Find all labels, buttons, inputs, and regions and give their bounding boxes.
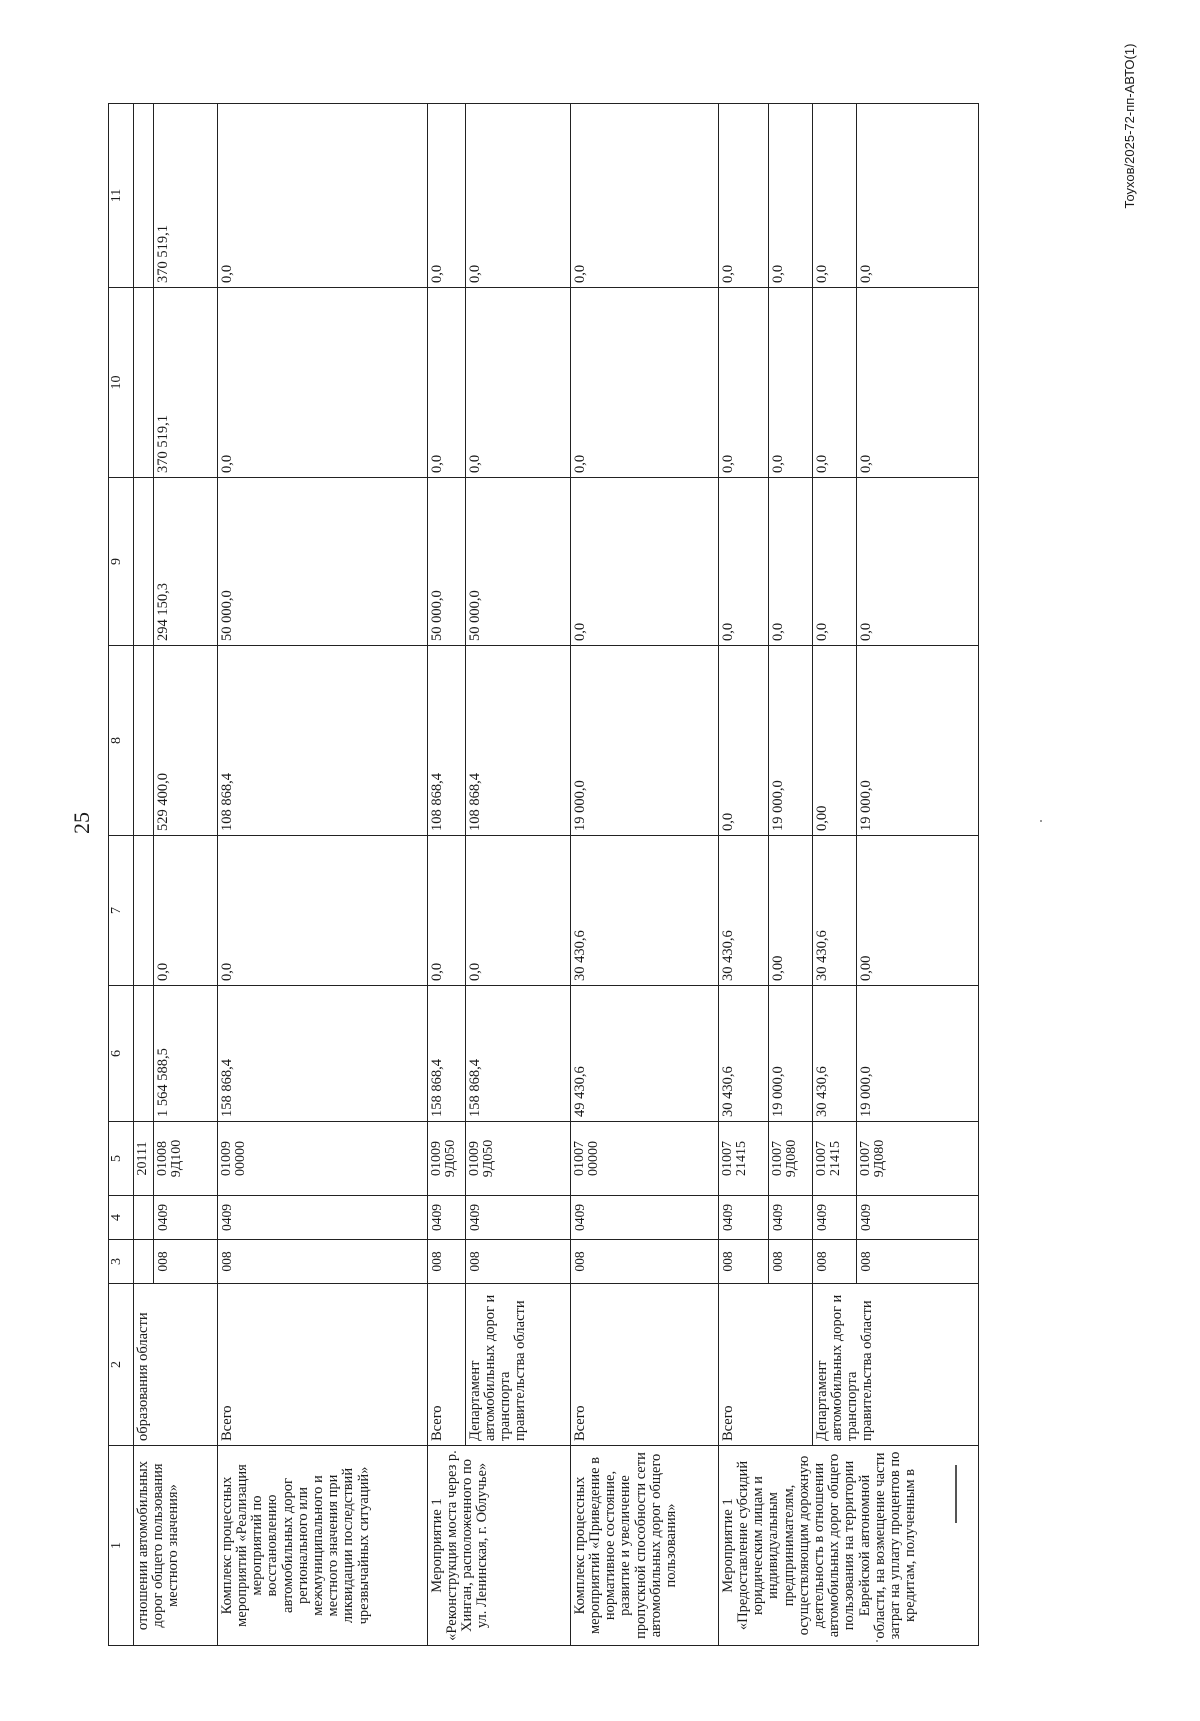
rzpr-cell: 0409 <box>570 1196 718 1240</box>
column-number-row <box>109 104 134 1646</box>
column-header: 3 <box>109 1240 134 1284</box>
budget-table-rotated <box>108 104 984 1646</box>
value-cell: 370 519,1 <box>153 288 217 478</box>
value-cell: 158 868,4 <box>427 986 465 1122</box>
column-header: 4 <box>109 1196 134 1240</box>
value-cell: 158 868,4 <box>465 986 570 1122</box>
table-row <box>812 104 856 1646</box>
value-cell: 0,0 <box>427 836 465 986</box>
csr-cell: 01007 9Д080 <box>768 1122 812 1196</box>
csr-cell: 01009 9Д050 <box>427 1122 465 1196</box>
value-cell: 30 430,6 <box>718 836 768 986</box>
code-cell: 20111 <box>134 1122 154 1196</box>
csr-cell: 01009 9Д050 <box>465 1122 570 1196</box>
value-cell: 0,0 <box>768 104 812 288</box>
grbs-cell: 008 <box>812 1240 856 1284</box>
column-header: 9 <box>109 478 134 646</box>
table-row <box>465 104 570 1646</box>
value-cell: 108 868,4 <box>465 646 570 836</box>
rzpr-cell: 0409 <box>856 1196 978 1240</box>
value-cell: 0,0 <box>153 836 217 986</box>
value-cell: 30 430,6 <box>812 986 856 1122</box>
column-header: 1 <box>109 1446 134 1646</box>
table-row <box>217 104 427 1646</box>
page-number: 25 <box>69 812 94 834</box>
rzpr-cell: 0409 <box>718 1196 768 1240</box>
grbs-cell: 008 <box>153 1240 217 1284</box>
value-cell: 19 000,0 <box>768 646 812 836</box>
grbs-cell: 008 <box>217 1240 427 1284</box>
value-cell: 0,0 <box>465 836 570 986</box>
column-header: 6 <box>109 986 134 1122</box>
row-description: Мероприятие 1 «Реконструкция моста через р. Хинган, расположенного по ул. Ленинская, г. Облучье» <box>427 1446 570 1646</box>
value-cell: 19 000,0 <box>768 986 812 1122</box>
csr-cell: 01007 21415 <box>812 1122 856 1196</box>
value-cell: 294 150,3 <box>153 478 217 646</box>
column-header: 11 <box>109 104 134 288</box>
column-header: 5 <box>109 1122 134 1196</box>
column-header: 8 <box>109 646 134 836</box>
grbs-cell: 008 <box>718 1240 768 1284</box>
csr-cell: 01007 00000 <box>570 1122 718 1196</box>
row-executor: образования области <box>134 1284 218 1446</box>
value-cell: 30 430,6 <box>812 836 856 986</box>
row-description: Комплекс процессных мероприятий «Реализация мероприятий по восстановлению автомобильных дорог регионального или межмуниципального и местного значения при ликвидации последствий чрезвычайных ситуаций» <box>217 1446 427 1646</box>
row-description: Мероприятие 1 «Предоставление субсидий юридическим лицам и индивидуальным предпринимателям, осуществляющим дорожную деятельность в отношении автомобильных дорог общего пользования на территории Еврейской автономной области, на возмещение части затрат на уплату процентов по кредитам, полученным в <box>718 1446 978 1646</box>
row-description: отношении автомобильных дорог общего пользования местного значения» <box>134 1446 218 1646</box>
csr-cell: 01008 9Д100 <box>153 1122 217 1196</box>
value-cell: 0,0 <box>570 104 718 288</box>
grbs-cell: 008 <box>856 1240 978 1284</box>
grbs-cell: 008 <box>570 1240 718 1284</box>
document-code: Тоухов/2025-72-пп-АВТО(1) <box>1122 43 1137 209</box>
column-header: 10 <box>109 288 134 478</box>
table-row <box>134 104 154 1646</box>
rzpr-cell: 0409 <box>812 1196 856 1240</box>
budget-table <box>108 103 979 1646</box>
value-cell: 50 000,0 <box>427 478 465 646</box>
value-cell: 0,0 <box>570 478 718 646</box>
row-executor: Всего <box>427 1284 465 1446</box>
value-cell: 0,0 <box>217 104 427 288</box>
value-cell: 0,0 <box>427 288 465 478</box>
value-cell: 19 000,0 <box>856 646 978 836</box>
value-cell: 0,00 <box>812 646 856 836</box>
csr-cell: 01007 9Д080 <box>856 1122 978 1196</box>
row-executor: Департамент автомобильных дорог и транспорта правительства области <box>465 1284 570 1446</box>
table-row <box>570 104 718 1646</box>
value-cell: 0,0 <box>718 478 768 646</box>
column-header: 2 <box>109 1284 134 1446</box>
value-cell: 108 868,4 <box>217 646 427 836</box>
value-cell: 0,0 <box>570 288 718 478</box>
value-cell: 19 000,0 <box>856 986 978 1122</box>
table-row <box>427 104 465 1646</box>
value-cell: 529 400,0 <box>153 646 217 836</box>
value-cell: 30 430,6 <box>570 836 718 986</box>
value-cell: 1 564 588,5 <box>153 986 217 1122</box>
csr-cell: 01009 00000 <box>217 1122 427 1196</box>
value-cell: 370 519,1 <box>153 104 217 288</box>
column-header: 7 <box>109 836 134 986</box>
value-cell: 0,0 <box>768 288 812 478</box>
value-cell: 0,0 <box>812 104 856 288</box>
value-cell: 49 430,6 <box>570 986 718 1122</box>
value-cell: 158 868,4 <box>217 986 427 1122</box>
value-cell: 0,0 <box>718 288 768 478</box>
value-cell: 0,00 <box>768 836 812 986</box>
rzpr-cell: 0409 <box>153 1196 217 1240</box>
rzpr-cell: 0409 <box>768 1196 812 1240</box>
row-description: Комплекс процессных мероприятий «Приведение в нормативное состояние, развитие и увеличение пропускной способности сети автомобильных дорог общего пользования» <box>570 1446 718 1646</box>
value-cell: 0,0 <box>856 104 978 288</box>
row-executor: Департамент автомобильных дорог и транспорта правительства области <box>812 1284 978 1446</box>
value-cell: 0,0 <box>856 288 978 478</box>
value-cell: 0,0 <box>217 288 427 478</box>
value-cell: 0,0 <box>812 288 856 478</box>
value-cell: 50 000,0 <box>217 478 427 646</box>
value-cell: 0,0 <box>812 478 856 646</box>
value-cell: 50 000,0 <box>465 478 570 646</box>
csr-cell: 01007 21415 <box>718 1122 768 1196</box>
value-cell: 0,0 <box>768 478 812 646</box>
value-cell: 0,0 <box>465 104 570 288</box>
value-cell: 108 868,4 <box>427 646 465 836</box>
value-cell: 19 000,0 <box>570 646 718 836</box>
value-cell: 30 430,6 <box>718 986 768 1122</box>
value-cell: 0,0 <box>465 288 570 478</box>
row-executor: Всего <box>570 1284 718 1446</box>
row-executor: Всего <box>217 1284 427 1446</box>
rzpr-cell: 0409 <box>465 1196 570 1240</box>
row-executor: Всего <box>718 1284 812 1446</box>
value-cell: 0,0 <box>427 104 465 288</box>
value-cell: 0,00 <box>856 836 978 986</box>
table-row <box>718 104 768 1646</box>
grbs-cell: 008 <box>768 1240 812 1284</box>
value-cell: 0,0 <box>718 646 768 836</box>
value-cell: 0,0 <box>856 478 978 646</box>
grbs-cell: 008 <box>465 1240 570 1284</box>
value-cell: 0,0 <box>718 104 768 288</box>
scan-dot <box>1040 820 1042 822</box>
rzpr-cell: 0409 <box>427 1196 465 1240</box>
rzpr-cell: 0409 <box>217 1196 427 1240</box>
value-cell: 0,0 <box>217 836 427 986</box>
grbs-cell: 008 <box>427 1240 465 1284</box>
